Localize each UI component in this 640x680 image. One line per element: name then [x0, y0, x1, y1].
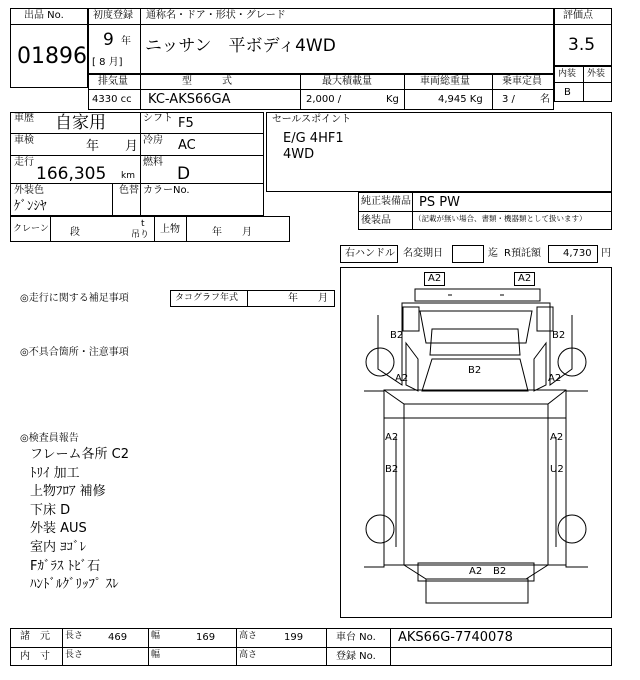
- score-label: 評価点: [563, 10, 593, 21]
- crane-ton-label: 吊り: [131, 230, 150, 240]
- mileage-value: 166,305: [36, 164, 107, 184]
- color-value: ｹﾞﾝｼﾔ: [14, 199, 47, 214]
- genuine-value: PS PW: [419, 195, 460, 210]
- color-no-label: カラーNo.: [143, 185, 190, 196]
- genuine-label: 純正装備品: [361, 196, 411, 207]
- displacement-label: 排気量: [98, 76, 128, 87]
- capacity-label: 乗車定員: [502, 76, 542, 87]
- inspection-value: 年 月: [86, 139, 139, 154]
- length-label: 長さ: [65, 631, 84, 641]
- inspector-line: ﾊﾝﾄﾞﾙｸﾞﾘｯﾌﾟ ｽﾚ: [30, 577, 119, 592]
- recycle-value: 4,730: [563, 248, 592, 259]
- chassis-value: AKS66G-7740078: [398, 630, 513, 645]
- bed-mark: B2: [468, 365, 482, 376]
- inspector-line: 外装 AUS: [30, 521, 87, 536]
- title-change-field: [452, 245, 484, 263]
- max-load-unit: Kg: [386, 94, 399, 105]
- damage-mark: A2: [469, 566, 483, 577]
- damage-mark: B2: [552, 330, 566, 341]
- fuel-label: 燃料: [143, 157, 163, 168]
- inspection-label: 車検: [14, 135, 34, 146]
- inspector-label: ◎検査員報告: [20, 433, 79, 444]
- damage-mark: A2: [385, 432, 399, 443]
- width-value: 169: [196, 632, 216, 643]
- upper-date: 年 月: [212, 227, 252, 238]
- history-value: 自家用: [55, 113, 106, 133]
- inspector-line: Fｶﾞﾗｽ ﾄﾋﾞ石: [30, 559, 101, 574]
- exterior-grade-label: 外装: [587, 69, 606, 79]
- crane-stage: 段: [70, 227, 80, 238]
- dims-label: 諸 元: [20, 631, 50, 642]
- defects-label: ◎不具合箇所・注意事項: [20, 347, 129, 358]
- recycle-label: R預託額: [504, 248, 541, 259]
- inspector-line: 上物ﾌﾛｱ 補修: [30, 484, 106, 499]
- damage-mark: B2: [390, 330, 404, 341]
- driving-notes-label: ◎走行に関する補足事項: [20, 293, 129, 304]
- mileage-unit: km: [121, 171, 135, 181]
- inner-width-label: 幅: [151, 650, 161, 660]
- reg-until-label: 迄: [488, 248, 498, 259]
- lot-number: 01896: [17, 44, 87, 69]
- history-label: 車歴: [14, 113, 34, 124]
- upper-label: 上物: [160, 224, 180, 235]
- car-name: ニッサン 平ボディ4WD: [145, 36, 336, 56]
- interior-grade-label: 内装: [558, 69, 577, 79]
- sales-point-1: E/G 4HF1: [283, 131, 344, 146]
- inspector-line: 室内 ﾖｺﾞﾚ: [30, 540, 87, 555]
- inner-dims-label: 内 寸: [20, 651, 50, 662]
- first-reg-label: 初度登録: [93, 10, 133, 21]
- first-reg-month: [ 8 月]: [92, 57, 123, 68]
- interior-grade: B: [564, 87, 571, 98]
- lot-label: 出品 No.: [24, 10, 64, 21]
- title-change-label: 名変期日: [403, 248, 443, 259]
- ac-value: AC: [178, 138, 196, 153]
- tacho-label: タコグラフ年式: [175, 293, 239, 303]
- damage-mark: B2: [385, 464, 399, 475]
- shift-label: シフト: [143, 113, 173, 124]
- mileage-label: 走行: [14, 157, 34, 168]
- damage-mark: A2: [548, 373, 562, 384]
- aftermarket-label: 後装品: [361, 215, 391, 226]
- crane-ton: t: [141, 219, 145, 229]
- car-name-label: 通称名・ドア・形状・グレード: [146, 10, 286, 21]
- first-reg-year-unit: 年: [121, 36, 131, 47]
- chassis-label: 車台 No.: [336, 632, 376, 643]
- inspector-line: ﾄﾘｲ 加工: [30, 466, 80, 481]
- reg-no-label: 登録 No.: [336, 651, 376, 662]
- max-load-label: 最大積載量: [322, 76, 372, 87]
- crane-label: クレーン: [13, 224, 49, 234]
- damage-mark: U2: [550, 464, 564, 475]
- first-reg-year: 9: [103, 30, 114, 50]
- displacement-value: 4330 cc: [92, 94, 132, 105]
- score-value: 3.5: [568, 35, 596, 55]
- damage-mark: A2: [395, 373, 409, 384]
- length-value: 469: [108, 632, 128, 643]
- color-code-label: 色替: [119, 185, 139, 196]
- damage-mark: B2: [493, 566, 507, 577]
- damage-mark: A2: [424, 272, 445, 286]
- tacho-date: 年 月: [288, 293, 328, 304]
- aftermarket-note: （記載が無い場合、書類・機器類として扱います）: [414, 214, 587, 223]
- inspector-line: フレーム各所 C2: [30, 447, 129, 462]
- inspector-line: 下床 D: [30, 503, 71, 518]
- height-value: 199: [284, 632, 304, 643]
- damage-mark: A2: [550, 432, 564, 443]
- sales-point-label: セールスポイント: [272, 114, 352, 125]
- inner-height-label: 高さ: [239, 650, 258, 660]
- fuel-value: D: [177, 164, 191, 184]
- height-label: 高さ: [239, 631, 258, 641]
- gross-weight-value: 4,945 Kg: [438, 94, 483, 105]
- shift-value: F5: [178, 116, 194, 131]
- capacity-unit: 名: [540, 94, 550, 105]
- max-load-value: 2,000 /: [306, 94, 342, 105]
- color-label: 外装色: [14, 185, 44, 196]
- model-label: 型 式: [182, 76, 232, 87]
- ac-label: 冷房: [143, 135, 163, 146]
- model-value: KC-AKS66GA: [148, 92, 231, 107]
- width-label: 幅: [151, 631, 161, 641]
- gross-weight-label: 車両総重量: [420, 76, 470, 87]
- capacity-value: 3 /: [502, 94, 515, 105]
- rhd-label: 右ハンドル: [345, 248, 395, 259]
- recycle-unit: 円: [601, 248, 611, 259]
- sales-point-2: 4WD: [283, 147, 315, 162]
- inner-length-label: 長さ: [65, 650, 84, 660]
- damage-mark: A2: [514, 272, 535, 286]
